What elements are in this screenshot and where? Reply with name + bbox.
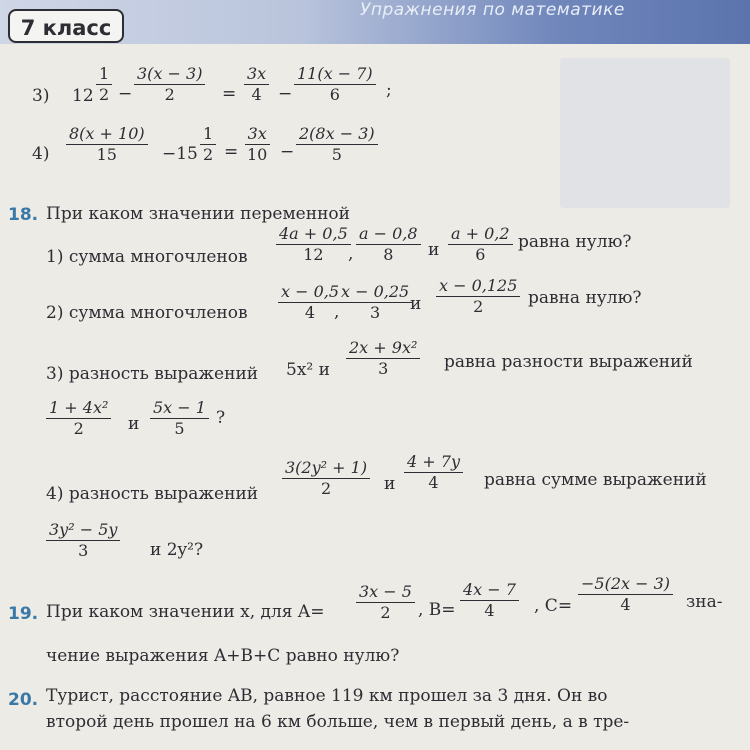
fraction: $\frac{a - 0,8}{8}$	[356, 224, 421, 265]
fraction: $\frac{2(8x - 3)}{5}$	[296, 124, 378, 165]
section-title: Упражнения по математике	[360, 0, 625, 20]
fraction: $\frac{1}{2}$	[200, 124, 216, 165]
grade-badge: 7 класс	[8, 9, 124, 43]
fraction: $\frac{\text{2x + 9x²}}{3}$	[346, 338, 420, 379]
fraction: $\frac{x - 0,125}{2}$	[436, 276, 520, 317]
fraction: $\frac{\text{3(2y² + 1)}}{2}$	[282, 458, 370, 499]
fraction: $\frac{3x}{4}$	[244, 64, 269, 105]
fraction: $\frac{11(x - 7)}{6}$	[294, 64, 376, 105]
fraction: $\frac{4a + 0,5}{12}$	[276, 224, 351, 265]
fraction: $\frac{4 + 7y}{4}$	[404, 452, 463, 493]
fraction: $\frac{a + 0,2}{6}$	[448, 224, 513, 265]
fraction: $\frac{3(x - 3)}{2}$	[134, 64, 205, 105]
show-through-text	[560, 58, 730, 208]
fraction: $\frac{1}{2}$	[96, 64, 112, 105]
fraction: $\frac{x - 0,5}{4}$	[278, 282, 342, 323]
exercise-number: 20.	[8, 690, 39, 710]
fraction: $\frac{8(x + 10)}{15}$	[66, 124, 148, 165]
fraction: $\frac{-5(2x - 3)}{4}$	[578, 574, 673, 615]
exercise-number: 18.	[8, 205, 39, 225]
exercise-number: 19.	[8, 604, 39, 624]
fraction: $\frac{x - 0,25}{3}$	[338, 282, 412, 323]
fraction: $\frac{\text{1 + 4x²}}{2}$	[46, 398, 111, 439]
exercise-title: При каком значении переменной	[46, 204, 350, 224]
fraction: $\frac{4x - 7}{4}$	[460, 580, 519, 621]
fraction: $\frac{3x}{10}$	[244, 124, 270, 165]
fraction: $\frac{\text{3y² − 5y}}{3}$	[46, 520, 120, 561]
fraction: $\frac{3x - 5}{2}$	[356, 582, 415, 623]
fraction: $\frac{5x - 1}{5}$	[150, 398, 209, 439]
